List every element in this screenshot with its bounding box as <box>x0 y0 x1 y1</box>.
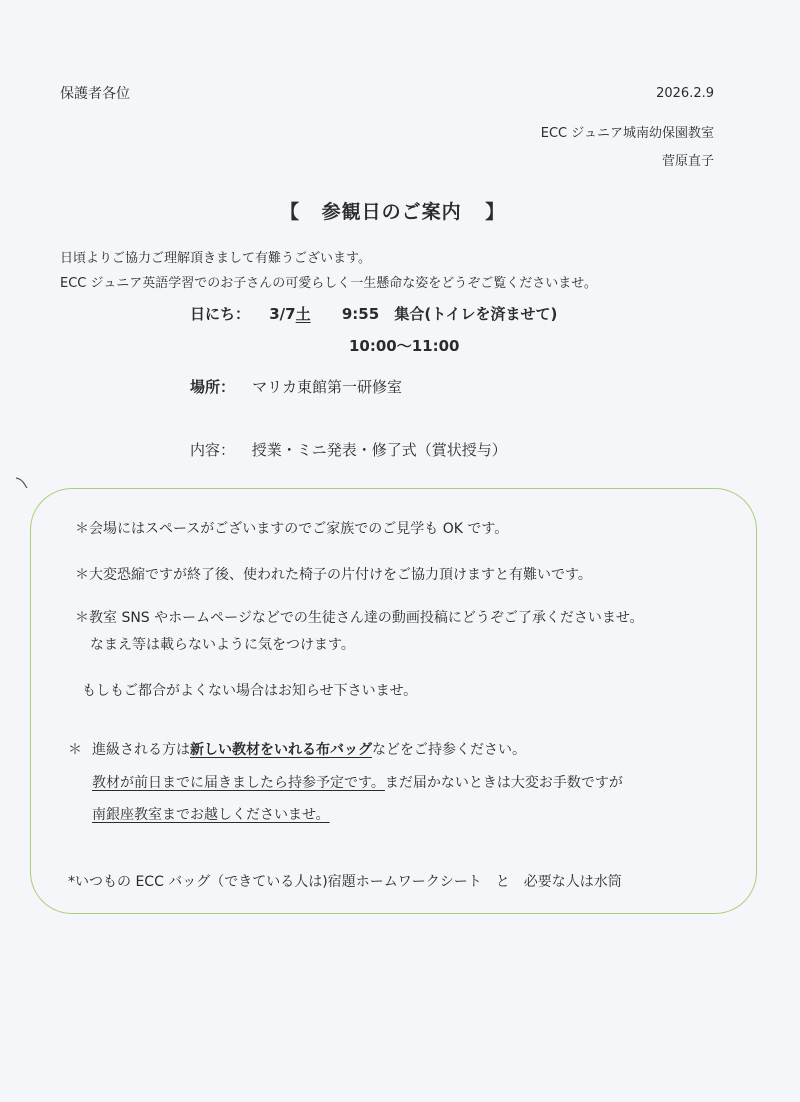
note-venue: ＊会場にはスペースがございますのでご家族でのご見学も OK です。 <box>75 521 509 537</box>
bag-line-1-pre: 進級される方は <box>92 742 190 758</box>
bag-line-2 <box>92 772 623 792</box>
school-name: ECC ジュニア城南幼保園教室 <box>540 126 714 141</box>
teacher-name: 菅原直子 <box>661 154 714 169</box>
content-label: 内容： <box>190 441 236 459</box>
content-row <box>190 439 507 460</box>
bag-line-1-post: などをご持参ください。 <box>372 742 526 758</box>
greeting-line-1: 日頃よりご協力ご理解頂きまして有難うございます。 <box>60 251 371 266</box>
bag-line-3 <box>92 804 330 824</box>
page-title <box>280 197 505 224</box>
date-value: 3/7 <box>269 305 296 323</box>
notes-box <box>30 488 757 914</box>
date-label: 日にち： <box>190 305 251 323</box>
content-value: 授業・ミニ発表・修了式（賞状授与） <box>251 441 507 459</box>
weekday: 土 <box>295 305 311 323</box>
place-row <box>190 376 402 397</box>
bag-line-1 <box>92 739 526 759</box>
note-chairs: ＊大変恐縮ですが終了後、使われた椅子の片付けをご協力頂けますと有難いです。 <box>75 567 592 583</box>
note-names: なまえ等は載らないように気をつけます。 <box>90 637 355 653</box>
place-value: マリカ東館第一研修室 <box>252 378 402 396</box>
gather-note: 集合(トイレを済ませて) <box>394 305 558 323</box>
greeting-line-2: ECC ジュニア英語学習でのお子さんの可愛らしく一生懸命な姿をどうぞご覧くださいませ。 <box>60 276 597 291</box>
date-row <box>190 303 557 324</box>
date: 2026.2.9 <box>656 86 714 101</box>
title-text: 参観日のご案内 <box>321 201 462 223</box>
place-label: 場所： <box>190 378 236 396</box>
title-bracket-open: 【 <box>280 201 301 223</box>
note-sns: ＊教室 SNS やホームページなどでの生徒さん達の動画投稿にどうぞご了承くださいませ。 <box>75 610 644 626</box>
note-items: *いつもの ECC バッグ（できている人は)宿題ホームワークシート と 必要な人は水筒 <box>68 874 622 890</box>
addressee: 保護者各位 <box>60 86 130 102</box>
gather-time: 9:55 <box>341 305 380 323</box>
note-absence: もしもご都合がよくない場合はお知らせ下さいませ。 <box>82 683 418 699</box>
title-bracket-close: 】 <box>485 201 506 223</box>
bag-line-2-post: まだ届かないときは大変お手数ですが <box>384 775 623 791</box>
bag-line-2-underlined: 教材が前日までに届きましたら持参予定です。 <box>92 775 385 791</box>
time-range: 10:00～11:00 <box>349 337 460 355</box>
bag-line-1-bold: 新しい教材をいれる布バッグ <box>190 742 372 758</box>
bag-line-3-underlined: 南銀座教室までお越しくださいませ。 <box>92 807 330 823</box>
pen-mark <box>14 476 38 490</box>
bag-marker: ＊ <box>68 742 82 758</box>
